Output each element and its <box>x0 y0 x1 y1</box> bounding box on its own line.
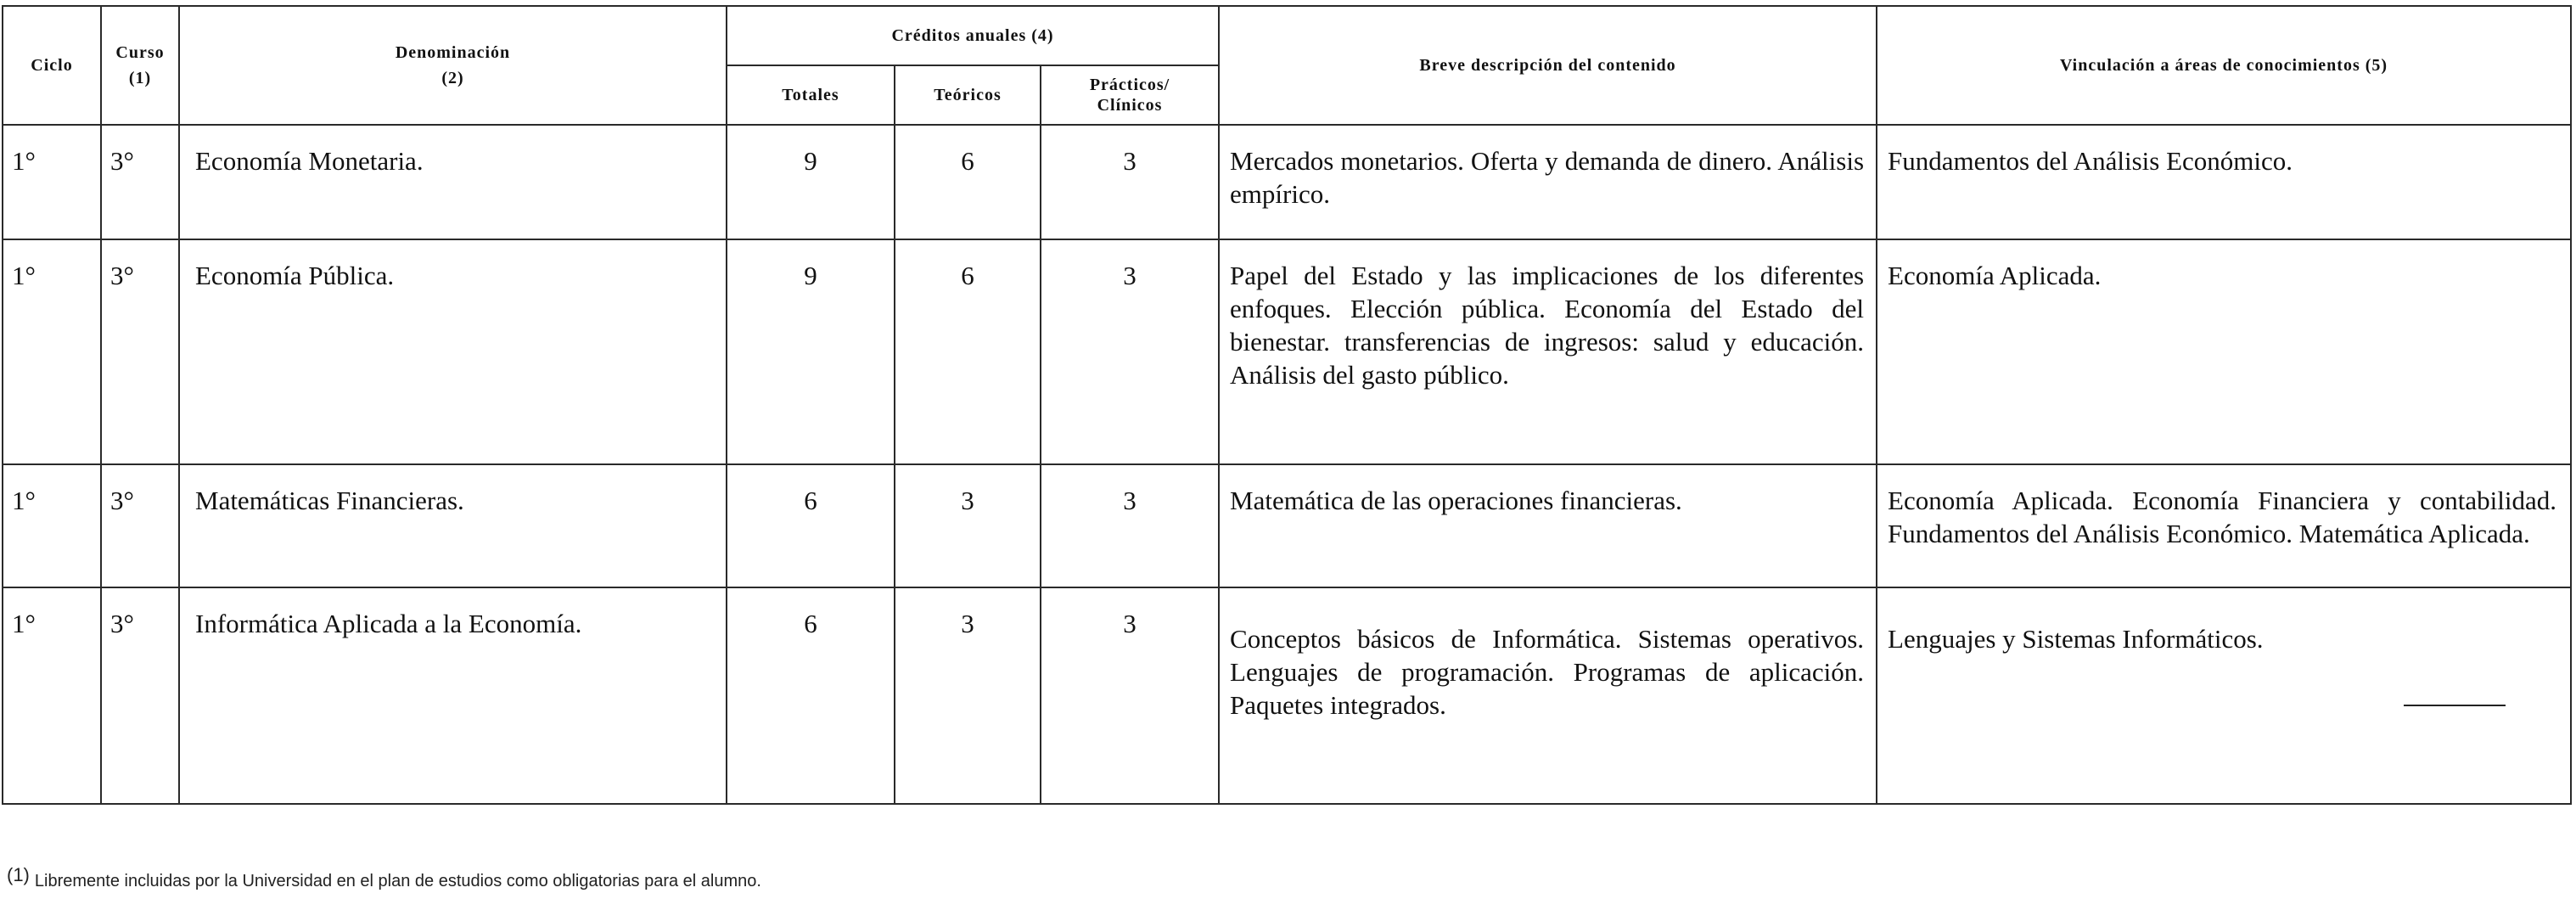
header-descripcion: Breve descripción del contenido <box>1219 6 1877 125</box>
cell-vinculacion: Fundamentos del Análisis Económico. <box>1877 125 2571 239</box>
header-curso: Curso (1) <box>101 6 179 125</box>
cell-descripcion: Papel del Estado y las implicaciones de los diferentes enfoques. Elección pública. Economía del Estado del bienestar. transferencias de ingresos: salud y educación. Análisis del gasto público. <box>1219 239 1877 464</box>
cell-denominacion: Informática Aplicada a la Economía. <box>179 587 727 804</box>
header-row-top <box>3 6 2571 65</box>
cell-totales: 6 <box>727 464 895 587</box>
cell-totales: 9 <box>727 125 895 239</box>
header-denominacion: Denominación (2) <box>179 6 727 125</box>
table-row <box>3 587 2571 804</box>
cell-vinculacion: Economía Aplicada. Economía Financiera y contabilidad. Fundamentos del Análisis Económico. Matemática Aplicada. <box>1877 464 2571 587</box>
cell-ciclo: 1° <box>3 464 101 587</box>
header-vinculacion: Vinculación a áreas de conocimientos (5) <box>1877 6 2571 125</box>
footnote-text: Libremente incluidas por la Universidad en el plan de estudios como obligatorias para el alumno. <box>34 872 761 890</box>
cell-vinculacion: Lenguajes y Sistemas Informáticos. <box>1877 587 2571 804</box>
cell-practicos: 3 <box>1041 125 1219 239</box>
cell-denominacion: Matemáticas Financieras. <box>179 464 727 587</box>
cell-descripcion: Matemática de las operaciones financieras. <box>1219 464 1877 587</box>
header-creditos-anuales: Créditos anuales (4) <box>727 6 1219 65</box>
cell-ciclo: 1° <box>3 239 101 464</box>
cell-descripcion: Mercados monetarios. Oferta y demanda de dinero. Análisis empírico. <box>1219 125 1877 239</box>
footnote-marker: (1) <box>7 864 30 885</box>
cell-denominacion: Economía Monetaria. <box>179 125 727 239</box>
curriculum-table <box>2 5 2572 805</box>
footnote <box>7 864 761 891</box>
table-row <box>3 239 2571 464</box>
cell-practicos: 3 <box>1041 587 1219 804</box>
cell-descripcion: Conceptos básicos de Informática. Sistemas operativos. Lenguajes de programación. Programas de aplicación. Paquetes integrados. <box>1219 587 1877 804</box>
cell-ciclo: 1° <box>3 125 101 239</box>
cell-vinculacion: Economía Aplicada. <box>1877 239 2571 464</box>
header-ciclo: Ciclo <box>3 6 101 125</box>
cell-curso: 3° <box>101 464 179 587</box>
header-totales: Totales <box>727 65 895 125</box>
cell-ciclo: 1° <box>3 587 101 804</box>
header-practicos: Prácticos/ Clínicos <box>1041 65 1219 125</box>
blank-line-mark <box>2404 705 2506 706</box>
cell-curso: 3° <box>101 125 179 239</box>
table-row <box>3 464 2571 587</box>
cell-teoricos: 3 <box>895 587 1041 804</box>
table-row <box>3 125 2571 239</box>
cell-teoricos: 6 <box>895 125 1041 239</box>
cell-denominacion: Economía Pública. <box>179 239 727 464</box>
cell-teoricos: 3 <box>895 464 1041 587</box>
cell-practicos: 3 <box>1041 464 1219 587</box>
cell-practicos: 3 <box>1041 239 1219 464</box>
cell-totales: 6 <box>727 587 895 804</box>
cell-curso: 3° <box>101 239 179 464</box>
cell-curso: 3° <box>101 587 179 804</box>
header-teoricos: Teóricos <box>895 65 1041 125</box>
cell-totales: 9 <box>727 239 895 464</box>
cell-teoricos: 6 <box>895 239 1041 464</box>
